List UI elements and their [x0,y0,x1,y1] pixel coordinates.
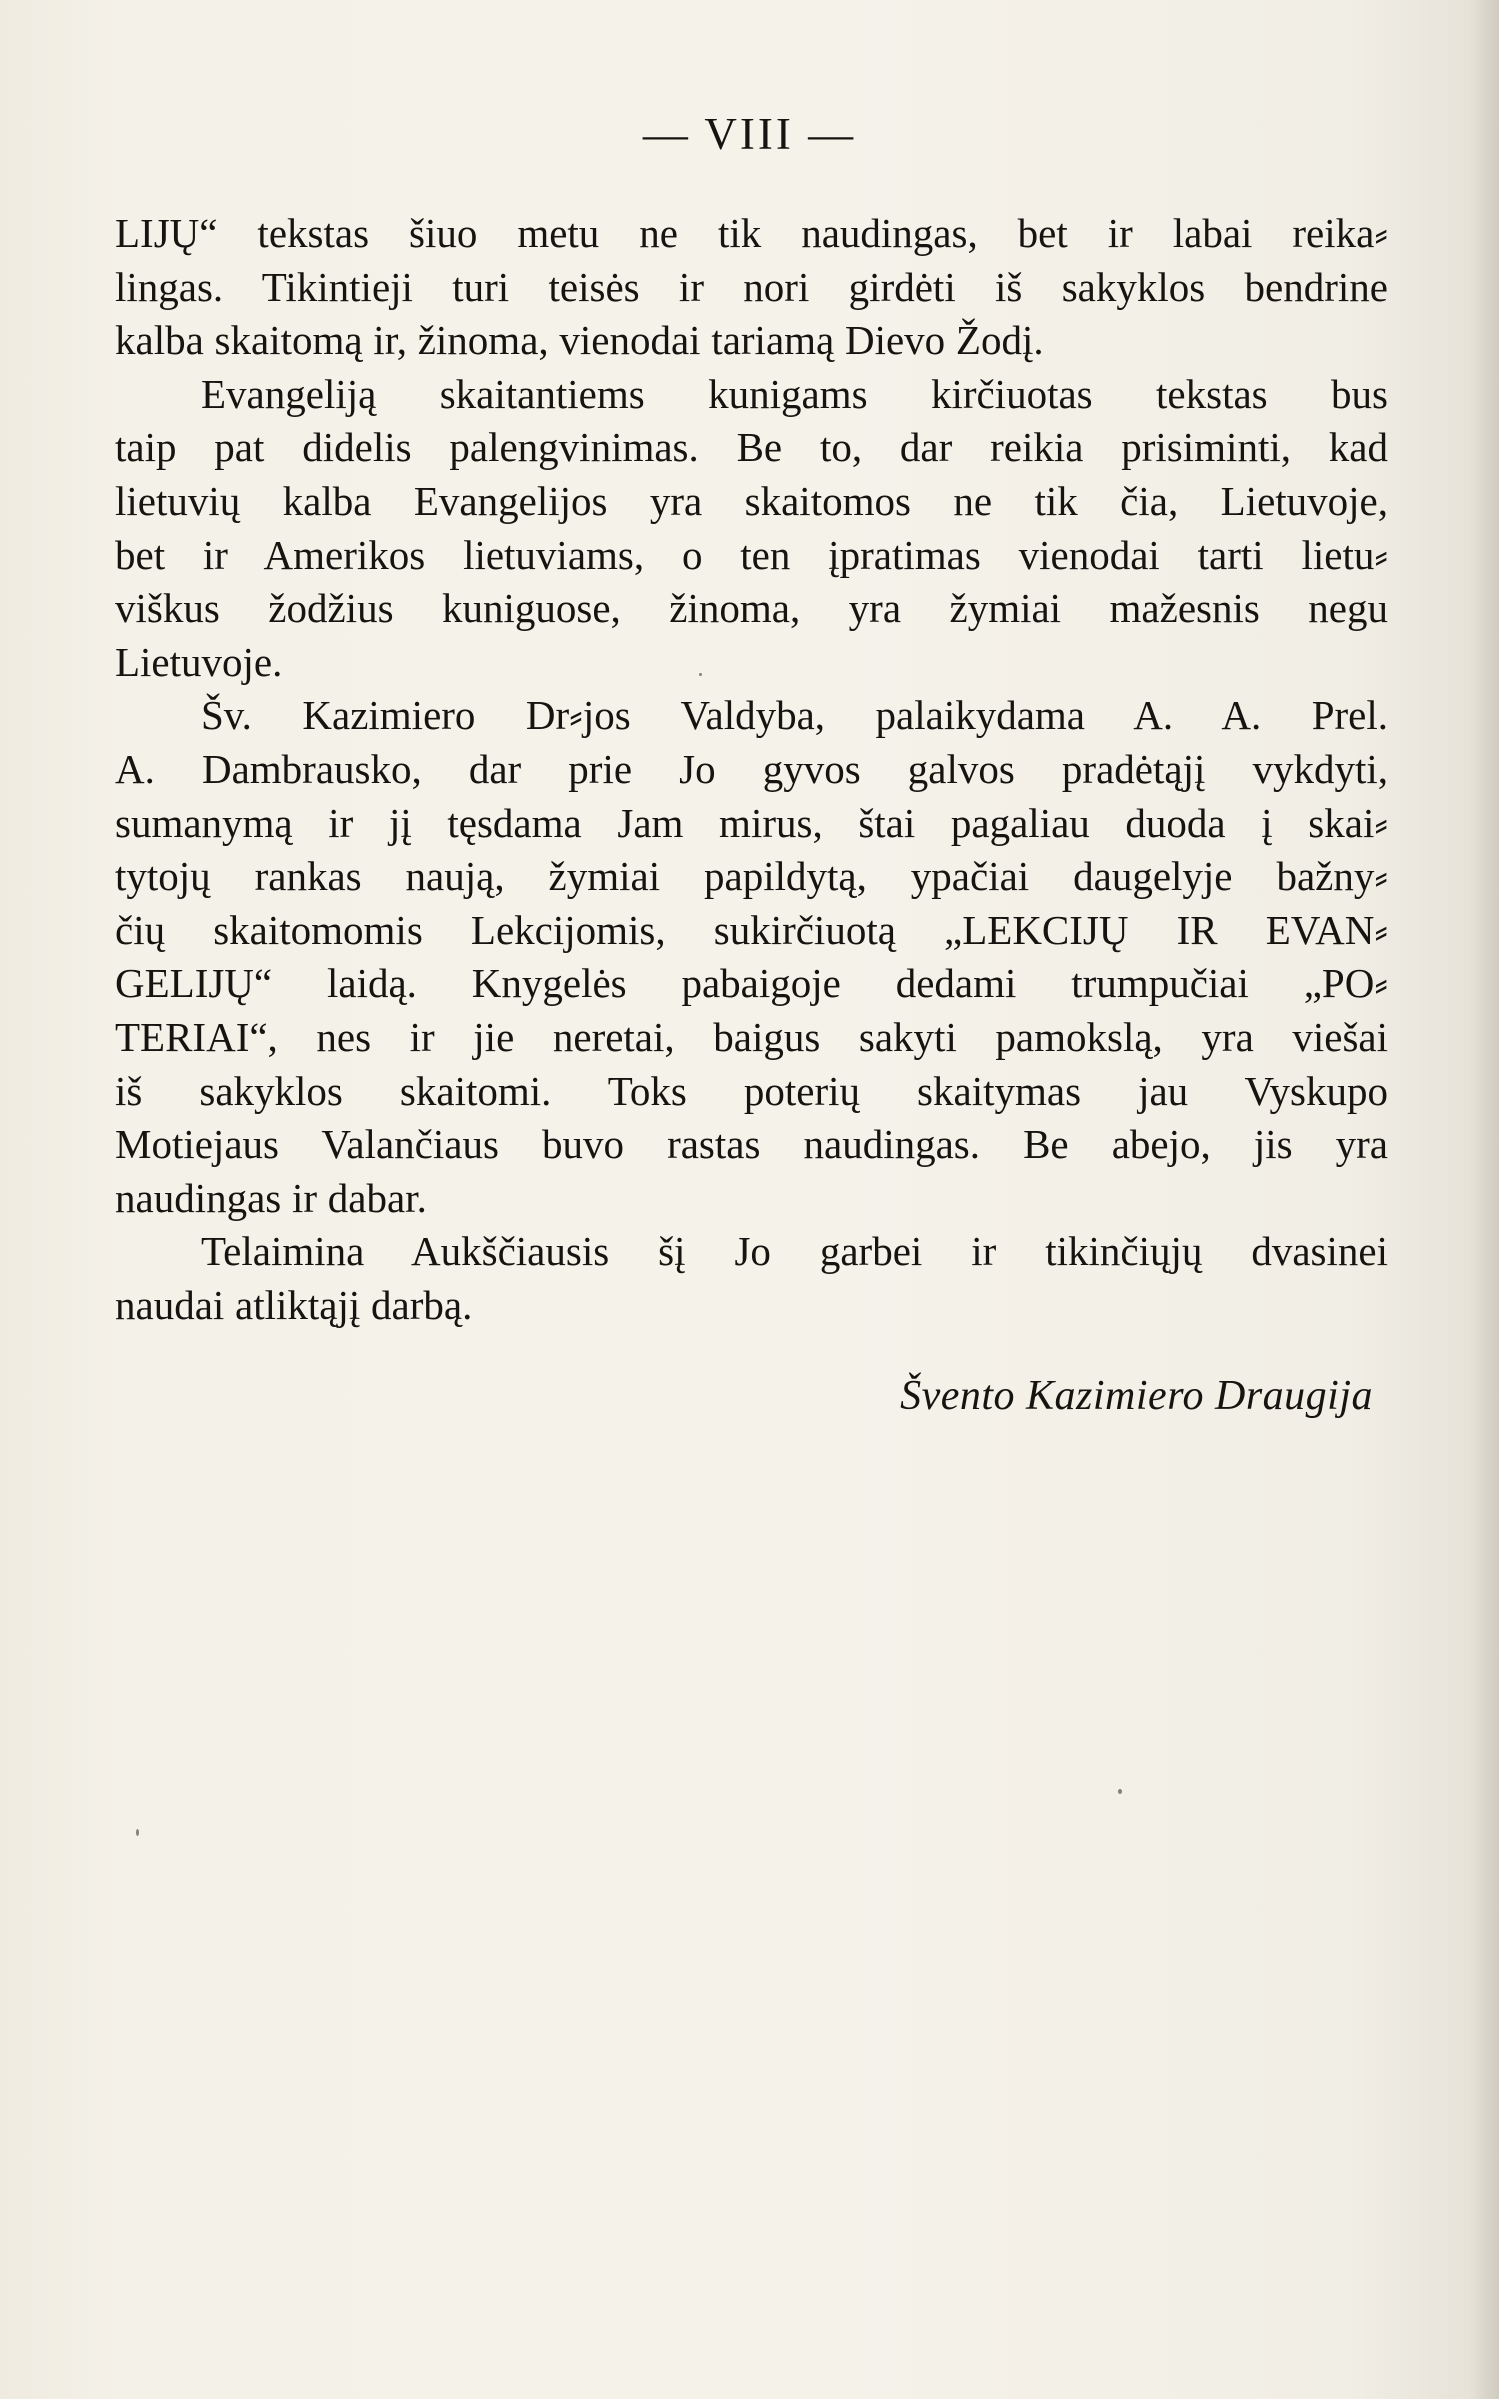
text-line: TERIAI“, nes ir jie neretai, baigus sakyti pamokslą, yra viešai [115,1013,1388,1060]
text-line: lingas. Tikintieji turi teisės ir nori girdėti iš sakyklos bendrine [115,263,1388,310]
text-line: tytojų rankas naują, žymiai papildytą, ypačiai daugelyje bažny⸗ [115,853,1388,900]
dust-speck [1118,1789,1122,1794]
page-edge-shadow [1469,0,1499,2399]
text-line: čių skaitomomis Lekcijomis, sukirčiuotą „LEKCIJŲ IR EVAN⸗ [115,906,1388,953]
text-line: kalba skaitomą ir, žinoma, vienodai tariamą Dievo Žodį. [115,317,1044,364]
text-line: Motiejaus Valančiaus buvo rastas naudingas. Be abejo, jis yra [115,1121,1388,1168]
body-text [115,207,1388,1332]
text-line: sumanymą ir jį tęsdama Jam mirus, štai pagaliau duoda į skai⸗ [115,799,1388,846]
text-line: naudingas ir dabar. [115,1174,427,1221]
page-number: — VIII — [642,109,857,159]
text-line: Evangeliją skaitantiems kunigams kirčiuotas tekstas bus [201,370,1388,417]
text-line: viškus žodžius kuniguose, žinoma, yra žymiai mažesnis negu [115,585,1388,632]
text-line: A. Dambrausko, dar prie Jo gyvos galvos pradėtąjį vykdyti, [115,745,1388,792]
text-line: naudai atliktąjį darbą. [115,1281,473,1328]
text-line: bet ir Amerikos lietuviams, o ten įpratimas vienodai tarti lietu⸗ [115,531,1388,578]
text-line: Šv. Kazimiero Dr⸗jos Valdyba, palaikydama A. A. Prel. [201,692,1388,739]
text-line: LIJŲ“ tekstas šiuo metu ne tik naudingas, bet ir labai reika⸗ [115,210,1388,256]
signature: Švento Kazimiero Draugija [900,1373,1373,1419]
dust-speck [699,673,702,676]
text-line: lietuvių kalba Evangelijos yra skaitomos ne tik čia, Lietuvoje, [115,477,1388,524]
text-line: Telaimina Aukščiausis šį Jo garbei ir tikinčiųjų dvasinei [201,1228,1388,1275]
dust-speck [136,1829,139,1836]
text-line: GELIJŲ“ laidą. Knygelės pabaigoje dedami trumpučiai „PO⸗ [115,960,1388,1007]
text-line: iš sakyklos skaitomi. Toks poterių skaitymas jau Vyskupo [115,1067,1388,1114]
text-line: taip pat didelis palengvinimas. Be to, dar reikia prisiminti, kad [115,424,1388,471]
text-line: Lietuvoje. [115,638,283,685]
